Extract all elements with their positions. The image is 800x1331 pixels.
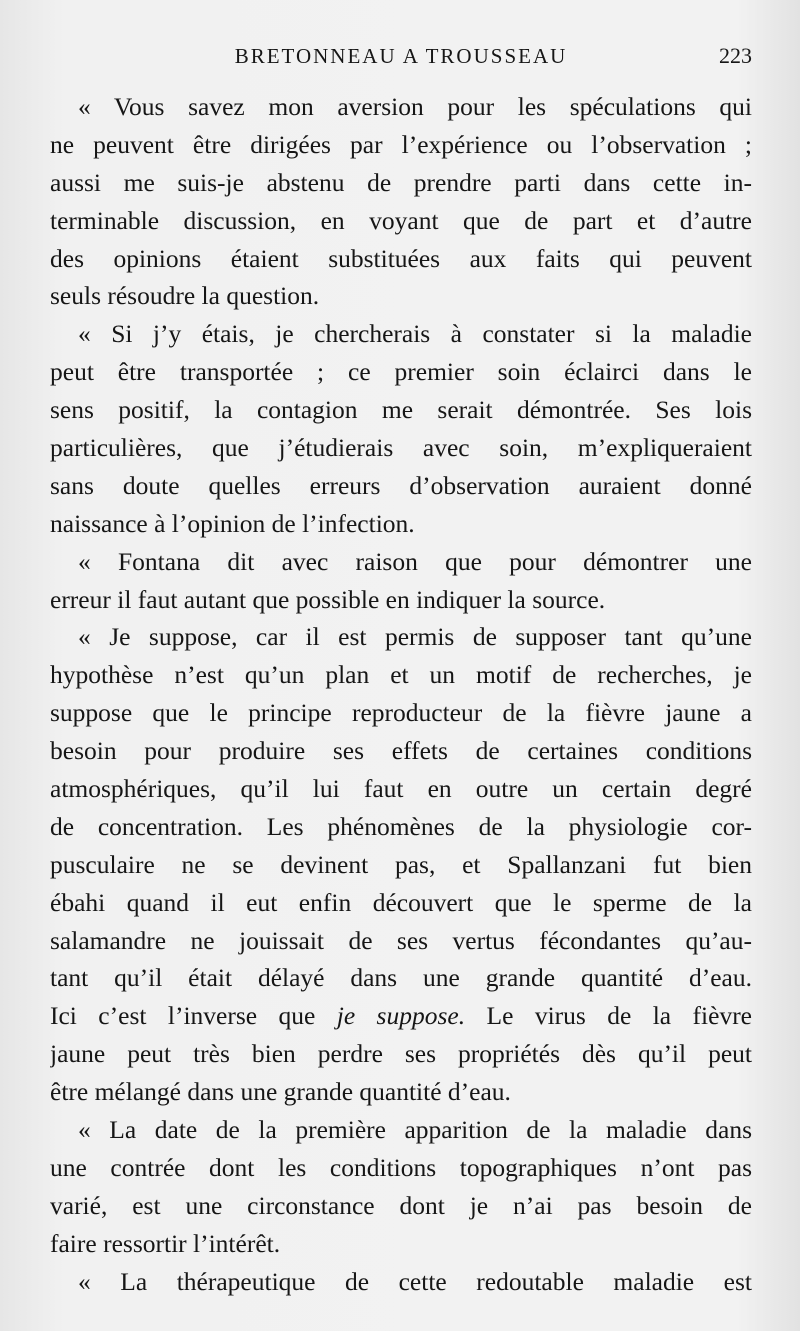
text-line: pusculaire ne se devinent pas, et Spallanzani fut bien <box>50 849 752 879</box>
text-line: « Je suppose, car il est permis de supposer tant qu’une <box>78 622 752 652</box>
text-line: terminable discussion, en voyant que de part et d’autre <box>50 205 752 235</box>
text-run: Ici c’est l’inverse que <box>50 1001 316 1031</box>
page-number: 223 <box>719 43 752 68</box>
text-line: salamandre ne jouissait de ses vertus fécondantes qu’au- <box>50 925 752 955</box>
emphasized-text: je suppose. <box>336 1001 466 1031</box>
text-line: atmosphériques, qu’il lui faut en outre un certain degré <box>50 774 752 804</box>
text-run: Le virus de la fièvre <box>486 1001 752 1031</box>
text-line: naissance à l’opinion de l’infection. <box>50 508 415 538</box>
paragraph <box>50 88 752 315</box>
body-text <box>50 88 752 1301</box>
page-header <box>50 38 752 74</box>
text-line: varié, est une circonstance dont je n’ai pas besoin de <box>50 1190 752 1220</box>
text-line-with-emphasis <box>50 997 752 1035</box>
paragraph <box>50 315 752 542</box>
text-line: hypothèse n’est qu’un plan et un motif de recherches, je <box>50 660 752 690</box>
text-line: sens positif, la contagion me serait démontrée. Ses lois <box>50 395 752 425</box>
text-line: aussi me suis-je abstenu de prendre parti dans cette in- <box>50 167 752 197</box>
paragraph <box>50 1111 752 1263</box>
running-title: BRETONNEAU A TROUSSEAU <box>234 44 568 68</box>
text-line: peut être transportée ; ce premier soin éclairci dans le <box>50 357 752 387</box>
paragraph <box>50 618 752 1111</box>
text-line: particulières, que j’étudierais avec soin, m’expliqueraient <box>50 433 752 463</box>
text-line: des opinions étaient substituées aux faits qui peuvent <box>50 243 752 273</box>
text-line: besoin pour produire ses effets de certaines conditions <box>50 736 752 766</box>
text-line: ébahi quand il eut enfin découvert que le sperme de la <box>50 887 752 917</box>
text-line: être mélangé dans une grande quantité d’eau. <box>50 1077 511 1107</box>
text-line: ne peuvent être dirigées par l’expérience ou l’observation ; <box>50 129 752 159</box>
text-line: « Vous savez mon aversion pour les spéculations qui <box>78 92 752 121</box>
text-line: seuls résoudre la question. <box>50 281 320 311</box>
text-line: une contrée dont les conditions topographiques n’ont pas <box>50 1152 752 1182</box>
text-line: jaune peut très bien perdre ses propriétés dès qu’il peut <box>50 1039 752 1069</box>
text-line: tant qu’il était délayé dans une grande quantité d’eau. <box>50 963 752 993</box>
text-line: « La date de la première apparition de la maladie dans <box>78 1115 752 1145</box>
text-line: faire ressortir l’intérêt. <box>50 1228 281 1258</box>
paragraph <box>50 543 752 619</box>
text-line: de concentration. Les phénomènes de la physiologie cor- <box>50 811 752 841</box>
paragraph <box>50 1263 752 1301</box>
text-line: « Fontana dit avec raison que pour démontrer une <box>78 546 752 576</box>
text-line: sans doute quelles erreurs d’observation auraient donné <box>50 470 752 500</box>
text-line: « La thérapeutique de cette redoutable maladie est <box>78 1266 752 1296</box>
text-line: suppose que le principe reproducteur de la fièvre jaune a <box>50 698 752 728</box>
text-line: erreur il faut autant que possible en indiquer la source. <box>50 584 606 614</box>
text-line: « Si j’y étais, je chercherais à constater si la maladie <box>78 319 752 349</box>
